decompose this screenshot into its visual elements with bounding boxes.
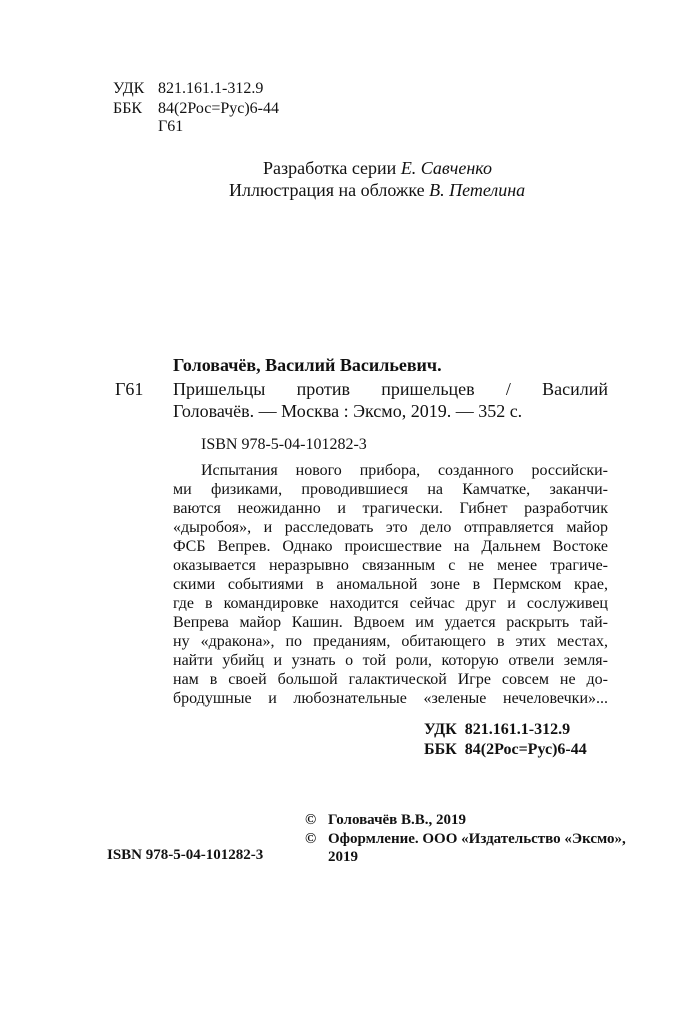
bbk-value: 84(2Рос=Рус)6-44	[158, 100, 280, 117]
copyright-design: Оформление. ООО «Издательство «Эксмо»,	[328, 831, 626, 847]
annotation-line: где в командировке находится сейчас друг и сослуживец	[173, 595, 608, 612]
series-name: Е. Савченко	[400, 158, 492, 178]
bbk-label: ББК	[113, 100, 143, 117]
author-mark: Г61	[158, 118, 184, 135]
annotation-line: Вепрева майор Кашин. Вдвоем им удается раскрыть тай-	[173, 614, 608, 631]
copyright-isbn: ISBN 978-5-04-101282-3	[107, 847, 264, 863]
copyright-symbol: ©	[305, 812, 317, 828]
udk-value: 821.161.1-312.9	[158, 80, 264, 97]
annotation-line: ну «дракона», по преданиям, обитающего в этих местах,	[173, 633, 608, 650]
record-isbn: ISBN 978-5-04-101282-3	[201, 436, 367, 453]
title-line-1: Пришельцы против пришельцев / Василий	[173, 379, 608, 399]
author-heading: Головачёв, Василий Васильевич.	[173, 355, 442, 375]
copyright-symbol: ©	[305, 831, 317, 847]
cover-name: В. Петелина	[429, 180, 526, 200]
record-mark: Г61	[115, 379, 144, 399]
series-prefix: Разработка серии	[263, 158, 397, 178]
annotation-line: оказывается неразрывно связанным с не менее трагиче-	[173, 557, 608, 574]
cover-credit	[229, 180, 525, 201]
series-credit	[263, 158, 492, 179]
copyright-design-year: 2019	[328, 849, 358, 865]
annotation-line: Испытания нового прибора, созданного российски-	[201, 462, 608, 479]
annotation-line: ми физиками, проводившиеся на Камчатке, заканчи-	[173, 481, 608, 498]
copyright-author: Головачёв В.В., 2019	[328, 812, 467, 828]
annotation-line: ФСБ Вепрев. Однако происшествие на Дальнем Востоке	[173, 538, 608, 555]
annotation-line: ваются неожиданно и трагически. Гибнет разработчик	[173, 500, 608, 517]
annotation-line: бродушные и любознательные «зеленые нечеловечки»...	[173, 690, 608, 707]
udk-label: УДК	[113, 80, 145, 97]
annotation-line: нам в своей большой галактической Игре совсем не до-	[173, 671, 608, 688]
footer-bbk: ББК 84(2Рос=Рус)6-44	[424, 741, 587, 758]
footer-udk: УДК 821.161.1-312.9	[424, 721, 571, 738]
annotation-line: найти убийц и узнать о той роли, которую отвели земля-	[173, 652, 608, 669]
annotation-line: «дыробоя», и расследовать это дело отправляется майор	[173, 519, 608, 536]
cover-prefix: Иллюстрация на обложке	[229, 180, 425, 200]
title-line-2: Головачёв. — Москва : Эксмо, 2019. — 352 с.	[173, 401, 523, 421]
annotation-line: скими событиями в аномальной зоне в Пермском крае,	[173, 576, 608, 593]
